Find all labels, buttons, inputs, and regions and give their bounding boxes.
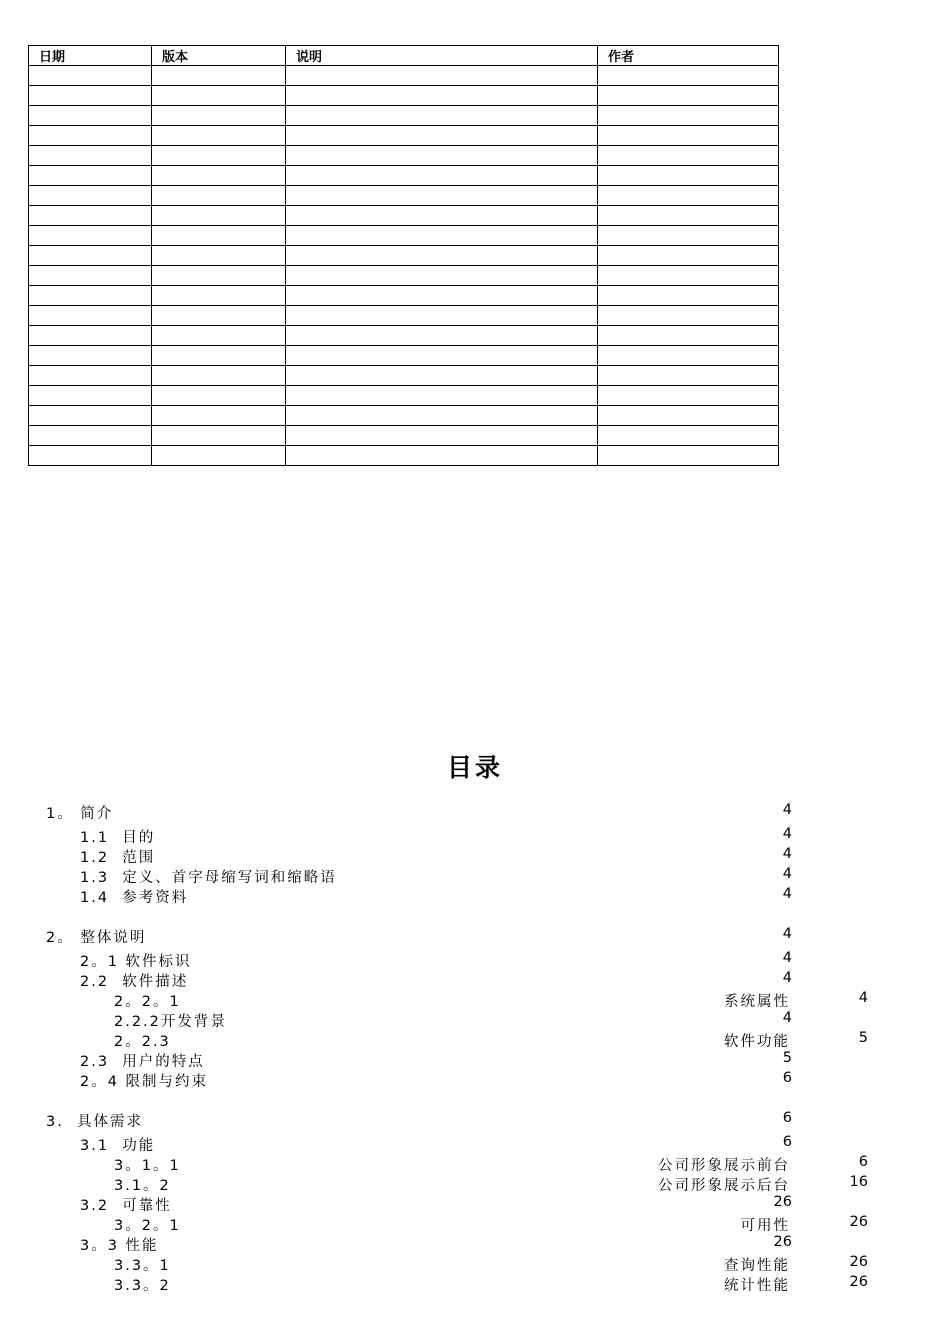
toc-entry-subtitle: 可用性 — [740, 1218, 790, 1234]
table-cell[interactable] — [152, 266, 286, 286]
table-cell[interactable] — [29, 186, 152, 206]
table-row — [29, 266, 779, 286]
table-cell[interactable] — [152, 366, 286, 386]
toc-entry-label: 3. 具体需求 — [46, 1114, 144, 1130]
table-cell[interactable] — [152, 346, 286, 366]
table-row — [29, 86, 779, 106]
toc-entry[interactable] — [0, 970, 950, 990]
toc-entry-page: 26 — [773, 1194, 792, 1210]
toc-entry[interactable] — [0, 990, 950, 1010]
toc-entry-page: 6 — [782, 1110, 792, 1126]
toc-entry[interactable] — [0, 802, 950, 826]
table-cell[interactable] — [598, 146, 779, 166]
toc-entry-page: 4 — [858, 990, 868, 1006]
table-cell[interactable] — [598, 406, 779, 426]
toc-entry[interactable] — [0, 1070, 950, 1090]
toc-entry[interactable] — [0, 1030, 950, 1050]
toc-entry-label: 3.3。1 — [114, 1258, 171, 1274]
table-row — [29, 306, 779, 326]
toc-entry-label: 2。2。1 — [114, 994, 181, 1010]
toc-title: 目录 — [446, 753, 503, 782]
toc-entry[interactable] — [0, 826, 950, 846]
table-cell[interactable] — [29, 66, 152, 86]
table-cell[interactable] — [598, 286, 779, 306]
table-cell[interactable] — [598, 266, 779, 286]
toc-section-spacer — [0, 1090, 950, 1110]
table-cell[interactable] — [286, 426, 598, 446]
table-row — [29, 66, 779, 86]
table-cell[interactable] — [286, 86, 598, 106]
toc-entry-subtitle: 软件功能 — [724, 1034, 790, 1050]
table-row — [29, 226, 779, 246]
table-cell[interactable] — [29, 246, 152, 266]
table-row — [29, 366, 779, 386]
table-cell[interactable] — [152, 186, 286, 206]
table-cell[interactable] — [29, 126, 152, 146]
table-cell[interactable] — [29, 206, 152, 226]
toc-entry-label: 3。1。1 — [114, 1158, 181, 1174]
table-row — [29, 446, 779, 466]
table-cell[interactable] — [152, 106, 286, 126]
toc-entry-page: 6 — [858, 1154, 868, 1170]
toc-entry-label: 2。1 软件标识 — [80, 954, 192, 970]
toc-entry-page: 5 — [858, 1030, 868, 1046]
table-cell[interactable] — [29, 226, 152, 246]
table-row — [29, 206, 779, 226]
table-cell[interactable] — [286, 106, 598, 126]
table-cell[interactable] — [286, 266, 598, 286]
column-header-author: 作者 — [598, 46, 779, 66]
table-row — [29, 146, 779, 166]
toc-entry-label: 3.3。2 — [114, 1278, 171, 1294]
toc-entry[interactable] — [0, 1154, 950, 1174]
table-cell[interactable] — [598, 106, 779, 126]
toc-entry-page: 4 — [782, 926, 792, 942]
table-cell[interactable] — [286, 326, 598, 346]
table-cell[interactable] — [598, 126, 779, 146]
toc-entry[interactable] — [0, 1254, 950, 1274]
toc-entry-page: 6 — [782, 1134, 792, 1150]
table-cell[interactable] — [286, 186, 598, 206]
toc-entry[interactable] — [0, 866, 950, 886]
table-cell[interactable] — [29, 166, 152, 186]
table-cell[interactable] — [286, 346, 598, 366]
toc-entry-page: 4 — [782, 970, 792, 986]
toc-entry[interactable] — [0, 950, 950, 970]
table-cell[interactable] — [29, 406, 152, 426]
toc-entry-label: 2。4 限制与约束 — [80, 1074, 209, 1090]
table-cell[interactable] — [152, 326, 286, 346]
table-cell[interactable] — [598, 346, 779, 366]
toc-entry-label: 3。2。1 — [114, 1218, 181, 1234]
toc-entry-page: 26 — [849, 1254, 868, 1270]
toc-entry-page: 4 — [782, 1010, 792, 1026]
table-cell[interactable] — [29, 106, 152, 126]
table-cell[interactable] — [29, 446, 152, 466]
table-row — [29, 346, 779, 366]
table-cell[interactable] — [152, 406, 286, 426]
toc-entry-page: 4 — [782, 846, 792, 862]
toc-entry-page: 4 — [782, 802, 792, 818]
toc-entry-subtitle: 公司形象展示后台 — [658, 1178, 790, 1194]
toc-entry[interactable] — [0, 1274, 950, 1294]
toc-entry-label: 1。 简介 — [46, 806, 114, 822]
toc-entry-page: 4 — [782, 826, 792, 842]
table-body — [29, 66, 779, 466]
revision-history-table — [28, 45, 779, 466]
table-cell[interactable] — [286, 166, 598, 186]
table-cell[interactable] — [598, 226, 779, 246]
table-cell[interactable] — [598, 386, 779, 406]
table-cell[interactable] — [29, 86, 152, 106]
table-cell[interactable] — [286, 146, 598, 166]
table-row — [29, 126, 779, 146]
toc-entry[interactable] — [0, 1050, 950, 1070]
toc-entry-page: 26 — [849, 1274, 868, 1290]
table-header-row — [29, 46, 779, 66]
toc-entry-page: 26 — [773, 1234, 792, 1250]
toc-entry[interactable] — [0, 1110, 950, 1134]
toc-entry-label: 2.2 软件描述 — [80, 974, 189, 990]
table-cell[interactable] — [286, 406, 598, 426]
table-cell[interactable] — [286, 306, 598, 326]
table-cell[interactable] — [29, 346, 152, 366]
table-cell[interactable] — [152, 166, 286, 186]
toc-entry[interactable] — [0, 886, 950, 906]
table-cell[interactable] — [286, 286, 598, 306]
toc-entry-label: 1.2 范围 — [80, 850, 156, 866]
toc-entry[interactable] — [0, 1134, 950, 1154]
table-cell[interactable] — [152, 426, 286, 446]
toc-entry-page: 6 — [782, 1070, 792, 1086]
table-cell[interactable] — [29, 266, 152, 286]
table-cell[interactable] — [152, 86, 286, 106]
table-row — [29, 246, 779, 266]
table-row — [29, 186, 779, 206]
table-row — [29, 426, 779, 446]
table-cell[interactable] — [286, 206, 598, 226]
table-cell[interactable] — [29, 146, 152, 166]
toc-section-spacer — [0, 906, 950, 926]
toc-entry-subtitle: 统计性能 — [724, 1278, 790, 1294]
toc-entry[interactable] — [0, 1214, 950, 1234]
toc-entry-label: 1.4 参考资料 — [80, 890, 189, 906]
toc-entry[interactable] — [0, 1194, 950, 1214]
toc-entry-label: 2.3 用户的特点 — [80, 1054, 205, 1070]
table-cell[interactable] — [152, 66, 286, 86]
table-cell[interactable] — [286, 246, 598, 266]
table-cell[interactable] — [152, 286, 286, 306]
toc-entry[interactable] — [0, 926, 950, 950]
table-cell[interactable] — [598, 86, 779, 106]
table-cell[interactable] — [598, 306, 779, 326]
toc-entry-label: 3.1。2 — [114, 1178, 171, 1194]
table-cell[interactable] — [598, 426, 779, 446]
table-cell[interactable] — [29, 426, 152, 446]
toc-entry[interactable] — [0, 1174, 950, 1194]
table-cell[interactable] — [598, 186, 779, 206]
table-cell[interactable] — [29, 326, 152, 346]
table-row — [29, 166, 779, 186]
toc-entry[interactable] — [0, 846, 950, 866]
table-row — [29, 106, 779, 126]
table-cell[interactable] — [152, 126, 286, 146]
table-row — [29, 286, 779, 306]
toc-entry-label: 2。2.3 — [114, 1034, 171, 1050]
toc-entry[interactable] — [0, 1234, 950, 1254]
table-cell[interactable] — [598, 246, 779, 266]
toc-entry-subtitle: 系统属性 — [724, 994, 790, 1010]
table-cell[interactable] — [286, 66, 598, 86]
toc-entry-subtitle: 查询性能 — [724, 1258, 790, 1274]
toc-entry-page: 5 — [782, 1050, 792, 1066]
table-cell[interactable] — [152, 246, 286, 266]
toc-entry[interactable] — [0, 1010, 950, 1030]
table-cell[interactable] — [29, 386, 152, 406]
table-cell[interactable] — [598, 326, 779, 346]
table-cell[interactable] — [152, 226, 286, 246]
toc-entry-label: 1.3 定义、首字母缩写词和缩略语 — [80, 870, 337, 886]
table-cell[interactable] — [598, 166, 779, 186]
table-cell[interactable] — [29, 366, 152, 386]
table-cell[interactable] — [152, 146, 286, 166]
table-cell[interactable] — [152, 446, 286, 466]
toc-entry-page: 4 — [782, 866, 792, 882]
table-cell[interactable] — [286, 386, 598, 406]
table-row — [29, 406, 779, 426]
table-cell[interactable] — [598, 446, 779, 466]
toc-entry-label: 2。 整体说明 — [46, 930, 147, 946]
table-row — [29, 386, 779, 406]
toc-entry-page: 4 — [782, 950, 792, 966]
table-cell[interactable] — [29, 286, 152, 306]
table-cell[interactable] — [152, 306, 286, 326]
toc-entry-page: 4 — [782, 886, 792, 902]
toc-entry-label: 3。3 性能 — [80, 1238, 159, 1254]
table-cell[interactable] — [286, 366, 598, 386]
toc-entry-page: 16 — [849, 1174, 868, 1190]
table-cell[interactable] — [152, 386, 286, 406]
toc-entry-subtitle: 公司形象展示前台 — [658, 1158, 790, 1174]
toc-entry-page: 26 — [849, 1214, 868, 1230]
table-cell[interactable] — [286, 126, 598, 146]
column-header-version: 版本 — [152, 46, 286, 66]
table-row — [29, 326, 779, 346]
column-header-description: 说明 — [286, 46, 598, 66]
table-cell[interactable] — [598, 366, 779, 386]
table-of-contents — [0, 802, 950, 1294]
table-cell[interactable] — [286, 226, 598, 246]
table-cell[interactable] — [598, 206, 779, 226]
table-cell[interactable] — [29, 306, 152, 326]
toc-entry-label: 3.1 功能 — [80, 1138, 156, 1154]
table-cell[interactable] — [286, 446, 598, 466]
table-cell[interactable] — [152, 206, 286, 226]
toc-entry-label: 1.1 目的 — [80, 830, 156, 846]
toc-entry-label: 3.2 可靠性 — [80, 1198, 172, 1214]
toc-entry-label: 2.2.2开发背景 — [114, 1014, 227, 1030]
column-header-date: 日期 — [29, 46, 152, 66]
table-cell[interactable] — [598, 66, 779, 86]
